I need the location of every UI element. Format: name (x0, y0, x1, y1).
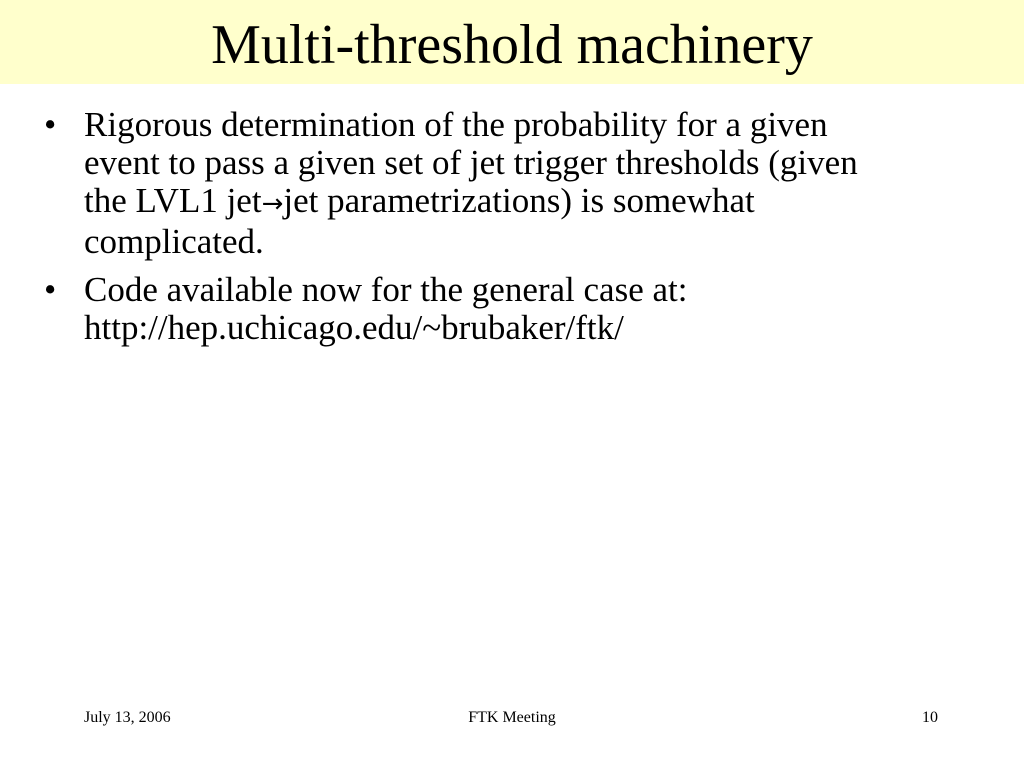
bullet-mark: • (44, 105, 57, 144)
footer-date: July 13, 2006 (84, 709, 171, 726)
bullet-list (44, 106, 984, 357)
footer-meeting: FTK Meeting (468, 709, 556, 726)
footer-page-number: 10 (922, 709, 938, 726)
bullet-2-line-1: Code available now for the general case at: (84, 270, 688, 309)
bullet-mark: • (44, 270, 57, 309)
bullet-1-line-3-end: jet parametrizations) is somewhat (283, 181, 755, 220)
bullet-2-url: http://hep.uchicago.edu/~brubaker/ftk/ (84, 308, 624, 347)
bullet-1-line-3-start: the LVL1 jet (84, 181, 262, 220)
bullet-1-line-3 (84, 182, 984, 223)
bullet-1-line-1: Rigorous determination of the probability for a given (84, 105, 828, 144)
bullet-1-line-4: complicated. (84, 222, 264, 261)
bullet-item-2 (44, 271, 984, 347)
bullet-item-1 (44, 106, 984, 261)
right-arrow-icon: → (261, 189, 284, 219)
slide-title: Multi-threshold machinery (211, 14, 813, 76)
bullet-1-line-2: event to pass a given set of jet trigger thresholds (given (84, 143, 858, 182)
